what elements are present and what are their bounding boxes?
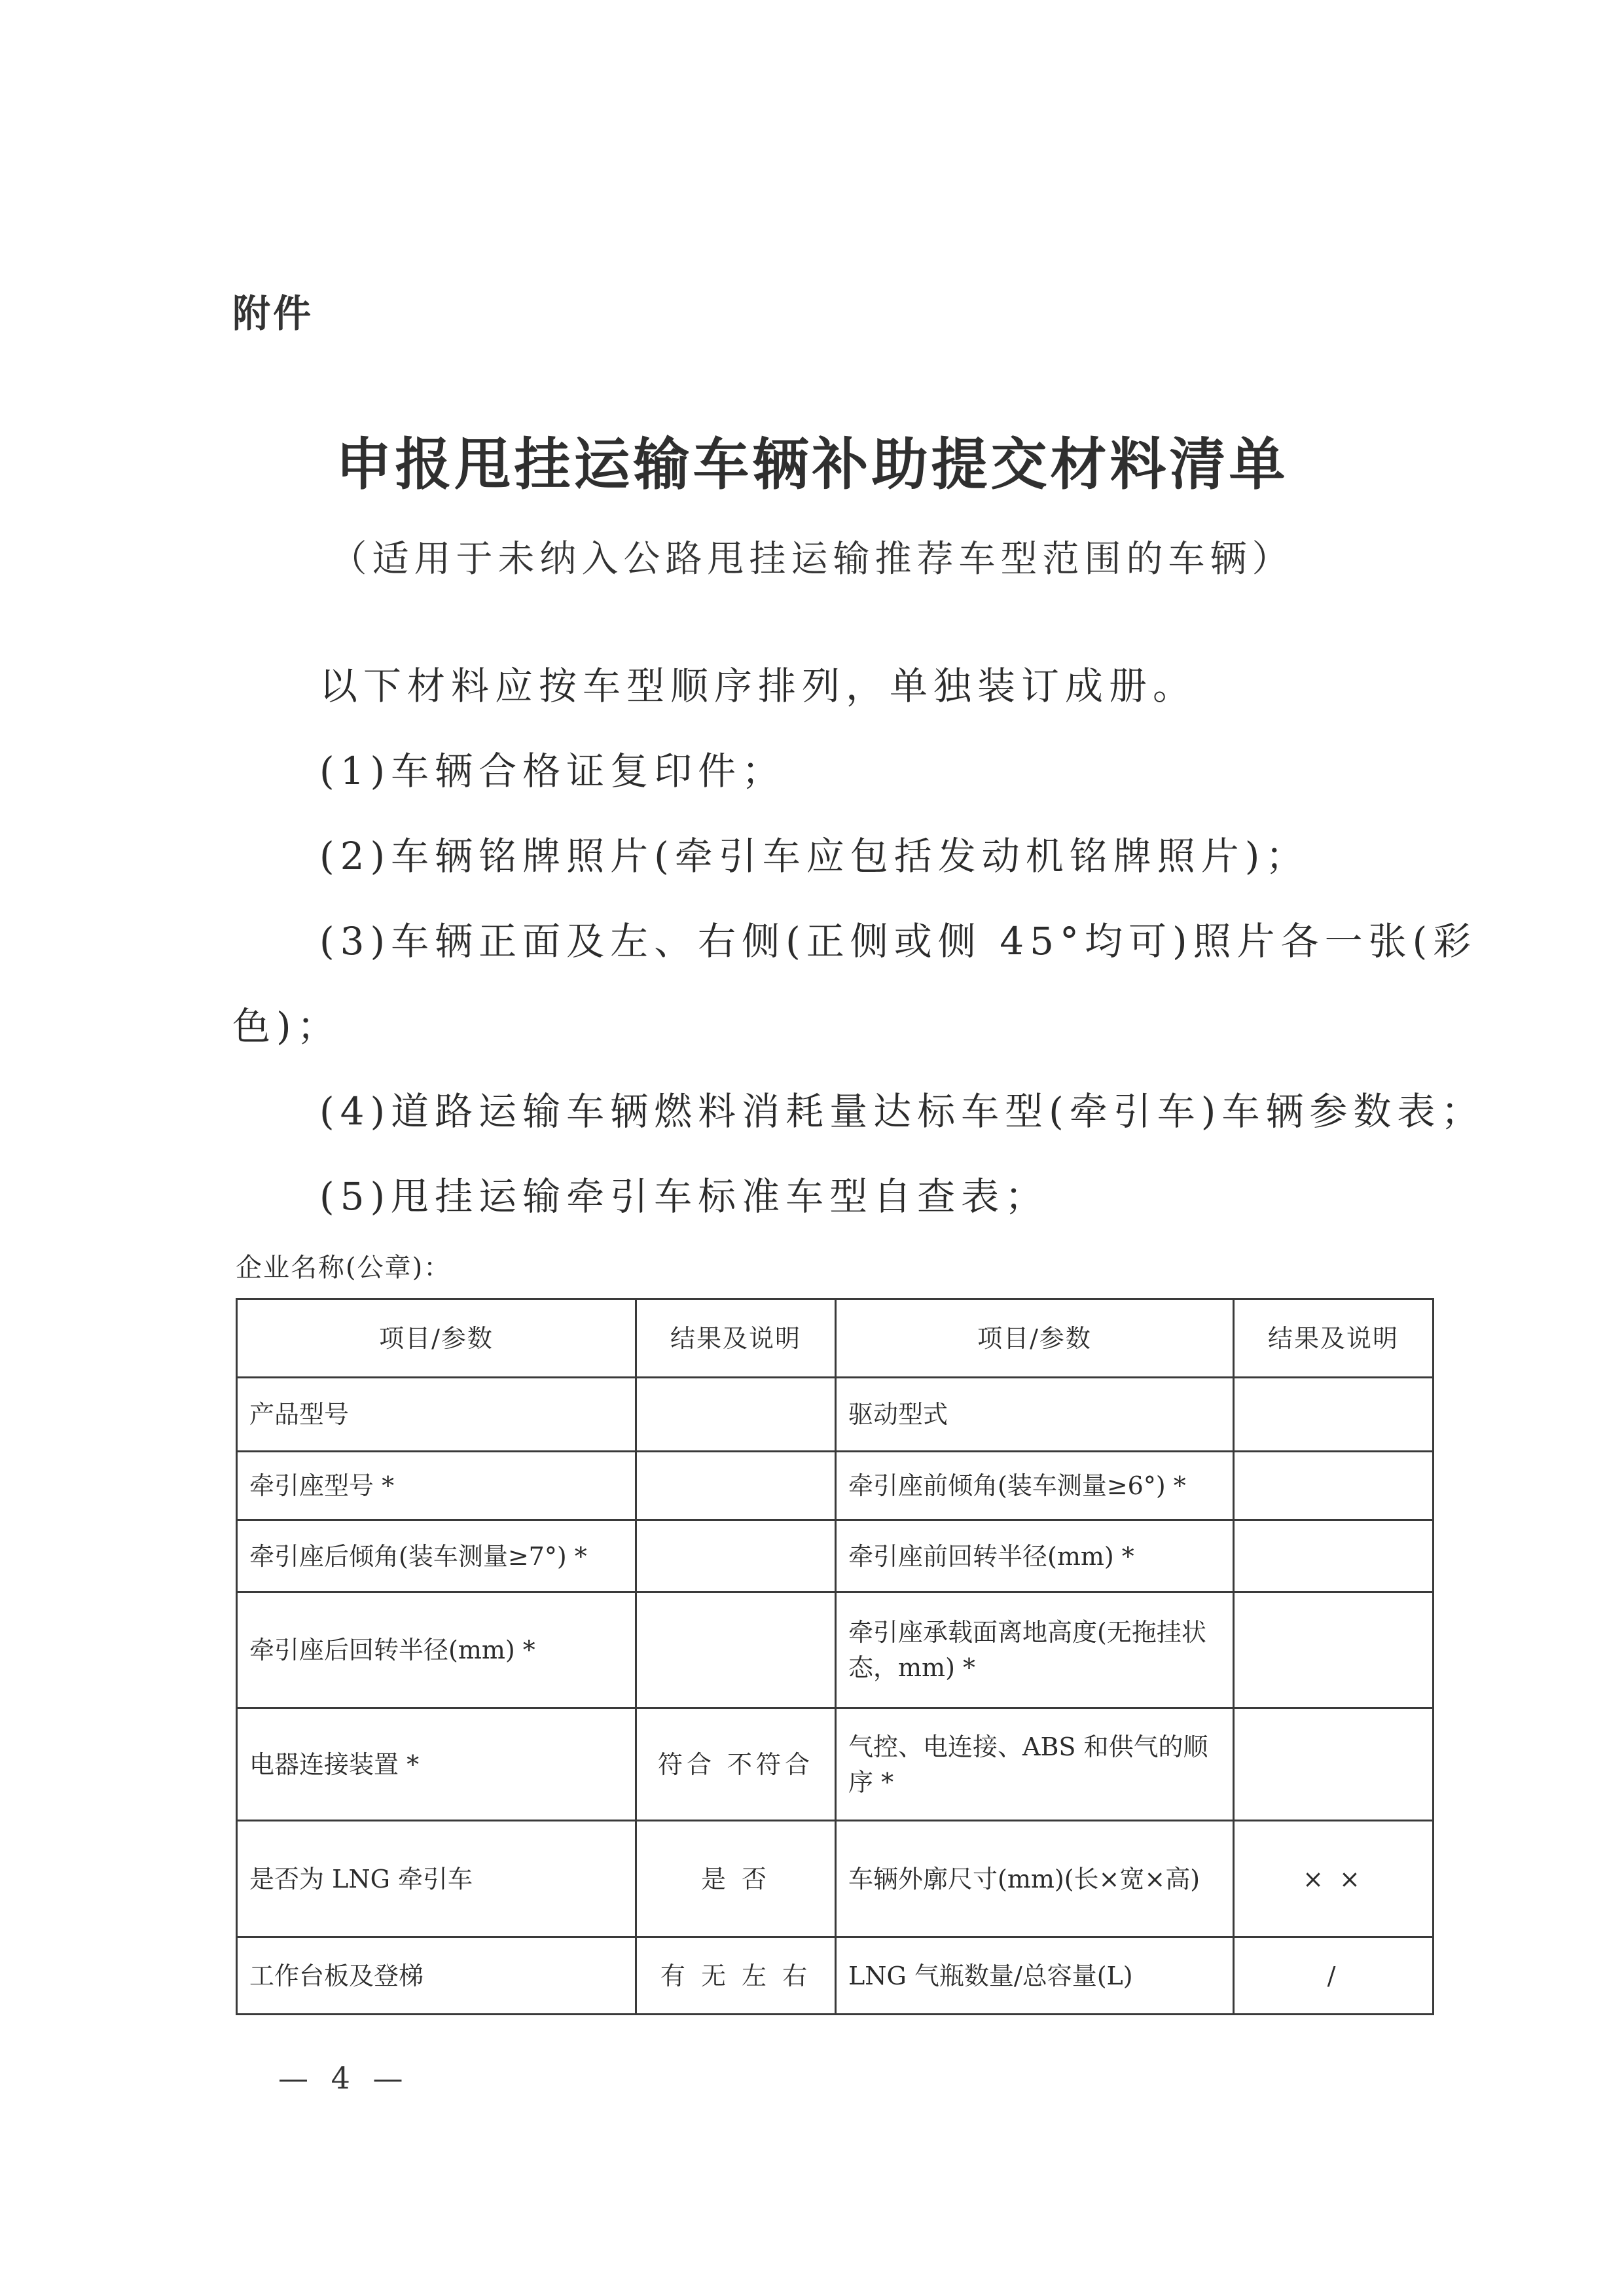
list-item-2: (2)车辆铭牌照片(牵引车应包括发动机铭牌照片)； bbox=[319, 834, 1310, 878]
company-name-label: 企业名称(公章)： bbox=[236, 1253, 452, 1283]
table-cell-result bbox=[1234, 1708, 1434, 1821]
table-row bbox=[237, 1821, 1434, 1937]
table-cell-item: 产品型号 bbox=[237, 1378, 636, 1452]
table-row bbox=[237, 1592, 1434, 1708]
table-cell-item: 牵引座承载面离地高度(无拖挂状态，mm) * bbox=[836, 1592, 1234, 1708]
table-row bbox=[237, 1937, 1434, 2015]
table-cell-result bbox=[636, 1378, 836, 1452]
table-cell-result bbox=[636, 1520, 836, 1592]
table-row bbox=[237, 1378, 1434, 1452]
table-row bbox=[237, 1708, 1434, 1821]
table-cell-result: 符合 不符合 bbox=[636, 1708, 836, 1821]
page-number: — 4 — bbox=[278, 2060, 410, 2096]
table-cell-item: 工作台板及登梯 bbox=[237, 1937, 636, 2015]
table-cell-item: 牵引座前回转半径(mm) * bbox=[836, 1520, 1234, 1592]
column-header: 结果及说明 bbox=[636, 1299, 836, 1378]
table-cell-result bbox=[636, 1592, 836, 1708]
table-cell-item: 驱动型式 bbox=[836, 1378, 1234, 1452]
table-row bbox=[237, 1520, 1434, 1592]
table-cell-item: 是否为 LNG 牵引车 bbox=[237, 1821, 636, 1937]
table-cell-result bbox=[1234, 1592, 1434, 1708]
table-cell-item: 电器连接装置 * bbox=[237, 1708, 636, 1821]
attachment-label: 附件 bbox=[232, 291, 314, 336]
table-cell-item: 气控、电连接、ABS 和供气的顺序 * bbox=[836, 1708, 1234, 1821]
table-header-row bbox=[237, 1299, 1434, 1378]
table-cell-item: 牵引座前倾角(装车测量≥6°) * bbox=[836, 1452, 1234, 1520]
table-cell-result: × × bbox=[1234, 1821, 1434, 1937]
column-header: 项目/参数 bbox=[836, 1299, 1234, 1378]
column-header: 结果及说明 bbox=[1234, 1299, 1434, 1378]
column-header: 项目/参数 bbox=[237, 1299, 636, 1378]
table-cell-result bbox=[1234, 1378, 1434, 1452]
table-cell-result bbox=[1234, 1520, 1434, 1592]
table-cell-result bbox=[1234, 1452, 1434, 1520]
table-cell-result: 是 否 bbox=[636, 1821, 836, 1937]
list-item-5: (5)甩挂运输牵引车标准车型自查表； bbox=[319, 1174, 1049, 1219]
table-cell-item: LNG 气瓶数量/总容量(L) bbox=[836, 1937, 1234, 2015]
list-item-1: (1)车辆合格证复印件； bbox=[319, 749, 786, 793]
document-title: 申报甩挂运输车辆补助提交材料清单 bbox=[335, 432, 1289, 497]
list-item-4: (4)道路运输车辆燃料消耗量达标车型(牵引车)车辆参数表； bbox=[319, 1089, 1485, 1134]
intro-paragraph: 以下材料应按车型顺序排列，单独装订成册。 bbox=[319, 664, 1197, 708]
table-cell-item: 车辆外廓尺寸(mm)(长×宽×高) bbox=[836, 1821, 1234, 1937]
table-cell-item: 牵引座后回转半径(mm) * bbox=[237, 1592, 636, 1708]
table-row bbox=[237, 1452, 1434, 1520]
table-cell-item: 牵引座后倾角(装车测量≥7°) * bbox=[237, 1520, 636, 1592]
table-cell-result: 有 无 左 右 bbox=[636, 1937, 836, 2015]
list-item-3-line-2: 色)； bbox=[232, 1004, 341, 1049]
table-cell-item: 牵引座型号 * bbox=[237, 1452, 636, 1520]
table-cell-result: / bbox=[1234, 1937, 1434, 2015]
list-item-3-line-1: (3)车辆正面及左、右侧(正侧或侧 45°均可)照片各一张(彩 bbox=[319, 919, 1477, 963]
document-subtitle: （适用于未纳入公路甩挂运输推荐车型范围的车辆） bbox=[330, 538, 1294, 581]
table-cell-result bbox=[636, 1452, 836, 1520]
parameter-table bbox=[236, 1298, 1434, 2015]
